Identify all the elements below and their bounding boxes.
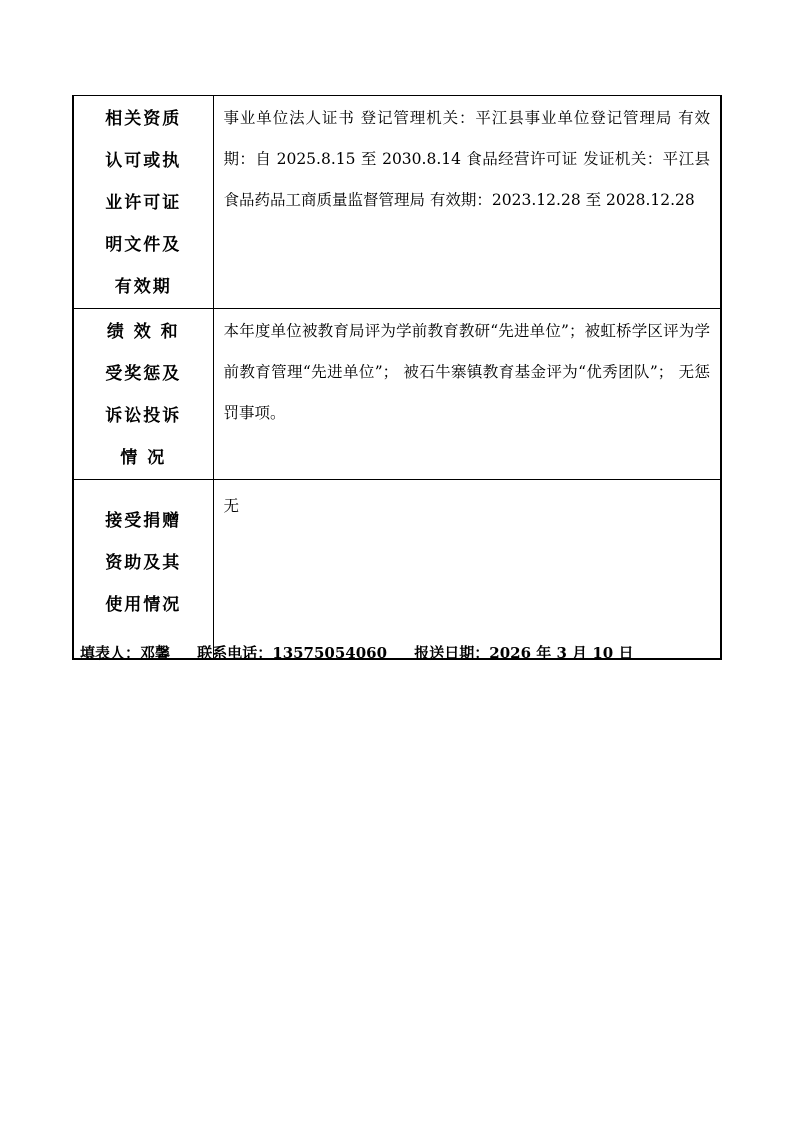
row-label-line: 明文件及	[105, 235, 182, 255]
row-label-line: 相关资质	[105, 109, 182, 129]
row-label-line: 有效期	[114, 277, 172, 297]
performance-row	[73, 309, 721, 480]
row-label-line: 认可或执	[105, 151, 182, 171]
row-label-line: 接受捐赠	[105, 511, 182, 531]
row-label-line: 资助及其	[105, 553, 182, 573]
donation-row	[73, 480, 721, 660]
report-table	[72, 95, 722, 660]
donation-content: 无	[213, 480, 721, 660]
filler-name: 填表人：邓馨	[80, 644, 171, 662]
qualification-row	[73, 96, 721, 309]
row-label-line: 使用情况	[105, 595, 182, 615]
row-label-line: 受奖惩及	[105, 364, 182, 384]
qualification-content: 事业单位法人证书 登记管理机关：平江县事业单位登记管理局 有效期：自 2025.8.15 至 2030.8.14 食品经营许可证 发证机关：平江县食品药品工商质量监督管理局 有效期：2023.12.28 至 2028.12.28	[213, 96, 721, 309]
row-label-line: 情 况	[120, 448, 167, 468]
row-label-line: 绩 效 和	[106, 322, 180, 342]
row-label-line: 诉讼投诉	[105, 406, 182, 426]
performance-label-cell	[73, 309, 213, 480]
row-label-line: 业许可证	[105, 193, 182, 213]
footer	[80, 642, 655, 663]
contact-phone: 联系电话：13575054060	[197, 644, 388, 662]
qualification-label-cell	[73, 96, 213, 309]
donation-label-cell	[73, 480, 213, 660]
report-date: 报送日期：2026 年 3 月 10 日	[414, 644, 634, 662]
performance-content: 本年度单位被教育局评为学前教育教研“先进单位”；被虹桥学区评为学前教育管理“先进单位”； 被石牛寨镇教育基金评为“优秀团队”； 无惩罚事项。	[213, 309, 721, 480]
